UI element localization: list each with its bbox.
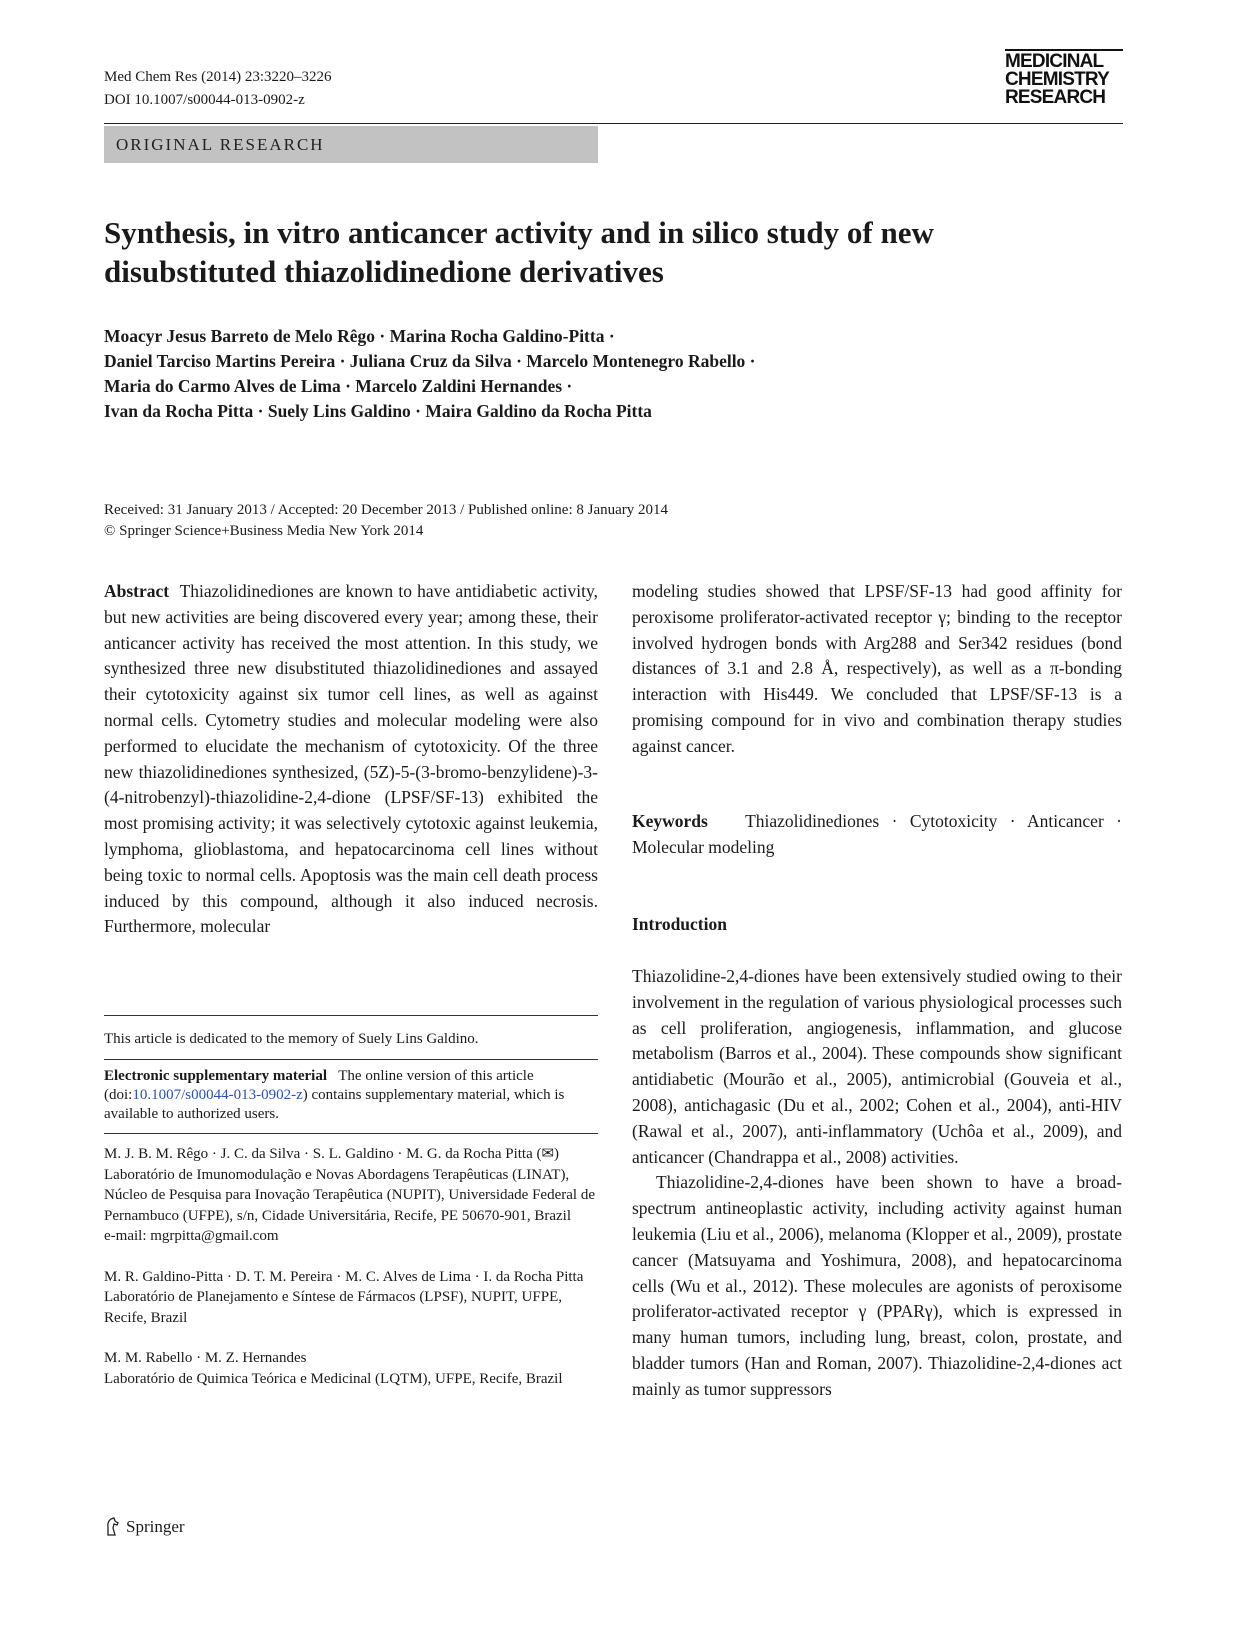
- affiliation-names: M. J. B. M. Rêgo · J. C. da Silva · S. L. Galdino · M. G. da Rocha Pitta (✉): [104, 1146, 560, 1162]
- logo-line-3: RESEARCH: [1005, 87, 1106, 108]
- abstract-continuation: modeling studies showed that LPSF/SF-13 had good affinity for peroxisome proliferator-activated receptor γ; binding to the receptor involved hydrogen bonds with Arg288 and Ser342 residues (bond distances of 3.1 and 2.8 Å, respectively), as well as a π-bonding interaction with His449. We concluded that LPSF/SF-13 is a promising compound for in vivo and combination therapy studies against cancer.: [632, 581, 1122, 756]
- article-title: Synthesis, in vitro anticancer activity and in silico study of new disubstituted thiazolidinedione derivatives: [104, 215, 934, 289]
- publisher-footer: [104, 1517, 185, 1537]
- journal-reference: [104, 66, 331, 112]
- affiliation-names: M. M. Rabello · M. Z. Hernandes: [104, 1350, 307, 1366]
- abstract-label: Abstract: [104, 581, 170, 601]
- esm-text: The online version of this article (doi:: [104, 1068, 534, 1103]
- journal-logo: [1005, 49, 1123, 107]
- affiliation-institution: Laboratório de Imunomodulação e Novas Abordagens Terapêuticas (LINAT), Núcleo de Pesquisa para Inovação Terapêutica (NUPIT), Universidade Federal de Pernambuco (UFPE), s/n, Cidade Universitária, Recife, PE 50670-901, Brazil: [104, 1166, 595, 1224]
- copyright-line: © Springer Science+Business Media New York 2014: [104, 523, 424, 539]
- introduction-body: [632, 964, 1122, 1403]
- abstract-text: Thiazolidinediones are known to have antidiabetic activity, but new activities are being discovered every year; among these, their anticancer activity has received the most attention. In this study, we synthesized three new disubstituted thiazolidinediones and assayed their cytotoxicity against six tumor cell lines, as well as against normal cells. Cytometry studies and molecular modeling were also performed to elucidate the mechanism of cytotoxicity. Of the three new thiazolidinediones synthesized, (5Z)-5-(3-bromo-benzylidene)-3-(4-nitrobenzyl)-thiazolidine-2,4-dione (LPSF/SF-13) exhibited the most promising activity; it was selectively cytotoxic against leukemia, lymphoma, glioblastoma, and hepatocarcinoma cell lines without being toxic to normal cells. Apoptosis was the main cell death process induced by this compound, although it also induced necrosis. Furthermore, molecular: [104, 581, 598, 937]
- supplementary-material-note: [104, 1067, 598, 1124]
- introduction-heading: Introduction: [632, 914, 727, 934]
- author-line: Ivan da Rocha Pitta · Suely Lins Galdino · Maira Galdino da Rocha Pitta: [104, 401, 652, 421]
- introduction-paragraph-2: Thiazolidine-2,4-diones have been shown to have a broad-spectrum antineoplastic activity, including activity against human leukemia (Liu et al., 2006), melanoma (Klopper et al., 2009), prostate cancer (Matsuyama and Yoshimura, 2008), and hepatocarcinoma cells (Wu et al., 2012). These molecules are agonists of peroxisome proliferator-activated receptor γ (PPARγ), which is expressed in many human tumors, including lung, breast, colon, prostate, and bladder tumors (Han and Roman, 2007). Thiazolidine-2,4-diones act mainly as tumor suppressors: [632, 1172, 1122, 1399]
- springer-horse-icon: [104, 1517, 122, 1537]
- affiliation-block: [104, 1348, 598, 1389]
- doi: DOI 10.1007/s00044-013-0902-z: [104, 92, 305, 108]
- journal-citation: Med Chem Res (2014) 23:3220–3226: [104, 69, 332, 85]
- logo-line-2: CHEMISTRY: [1005, 69, 1109, 90]
- affiliations: [104, 1144, 598, 1409]
- author-line: Daniel Tarciso Martins Pereira · Juliana Cruz da Silva · Marcelo Montenegro Rabello ·: [104, 351, 756, 371]
- esm-label: Electronic supplementary material: [104, 1068, 328, 1084]
- affiliation-names: M. R. Galdino-Pitta · D. T. M. Pereira · M. C. Alves de Lima · I. da Rocha Pitta: [104, 1268, 584, 1285]
- author-list: [104, 324, 1104, 424]
- doi-link[interactable]: 10.1007/s00044-013-0902-z: [132, 1087, 303, 1103]
- footnote-divider: [104, 1015, 598, 1016]
- introduction-paragraph-1: Thiazolidine-2,4-diones have been extensively studied owing to their involvement in the regulation of various physiological processes such as cell proliferation, angiogenesis, inflammation, and glucose metabolism (Barros et al., 2004). These compounds show significant antidiabetic (Mourão et al., 2005), antimicrobial (Gouveia et al., 2008), antichagasic (Du et al., 2002; Cohen et al., 2004), anti-HIV (Rawal et al., 2007), anti-inflammatory (Uchôa et al., 2009), and anticancer (Chandrappa et al., 2008) activities.: [632, 966, 1122, 1167]
- author-line: Moacyr Jesus Barreto de Melo Rêgo · Marina Rocha Galdino-Pitta ·: [104, 326, 615, 346]
- keywords: [632, 809, 1122, 860]
- affiliation-institution: Laboratório de Planejamento e Síntese de Fármacos (LPSF), NUPIT, UFPE, Recife, Brazil: [104, 1289, 562, 1326]
- author-line: Maria do Carmo Alves de Lima · Marcelo Zaldini Hernandes ·: [104, 376, 573, 396]
- footnote-divider: [104, 1133, 598, 1134]
- received-accepted-line: Received: 31 January 2013 / Accepted: 20 December 2013 / Published online: 8 January 2014: [104, 502, 669, 518]
- section-tag: ORIGINAL RESEARCH: [104, 126, 598, 163]
- header-divider: [104, 123, 1123, 124]
- affiliation-email: e-mail: mgrpitta@gmail.com: [104, 1228, 279, 1244]
- keywords-text: Thiazolidinediones · Cytotoxicity · Anticancer · Molecular modeling: [632, 811, 1123, 857]
- dedication-note: This article is dedicated to the memory of Suely Lins Galdino.: [104, 1031, 479, 1047]
- publisher-name: Springer: [126, 1517, 185, 1536]
- affiliation-block: [104, 1267, 598, 1329]
- abstract: [104, 579, 598, 940]
- affiliation-institution: Laboratório de Quimica Teórica e Medicinal (LQTM), UFPE, Recife, Brazil: [104, 1370, 563, 1387]
- footnote-divider: [104, 1059, 598, 1060]
- esm-text-end: ) contains supplementary material, which is available to authorized users.: [104, 1087, 565, 1122]
- keywords-label: Keywords: [632, 811, 708, 831]
- logo-line-1: MEDICINAL: [1005, 51, 1104, 72]
- publication-dates: [104, 500, 1104, 542]
- affiliation-block: [104, 1144, 598, 1247]
